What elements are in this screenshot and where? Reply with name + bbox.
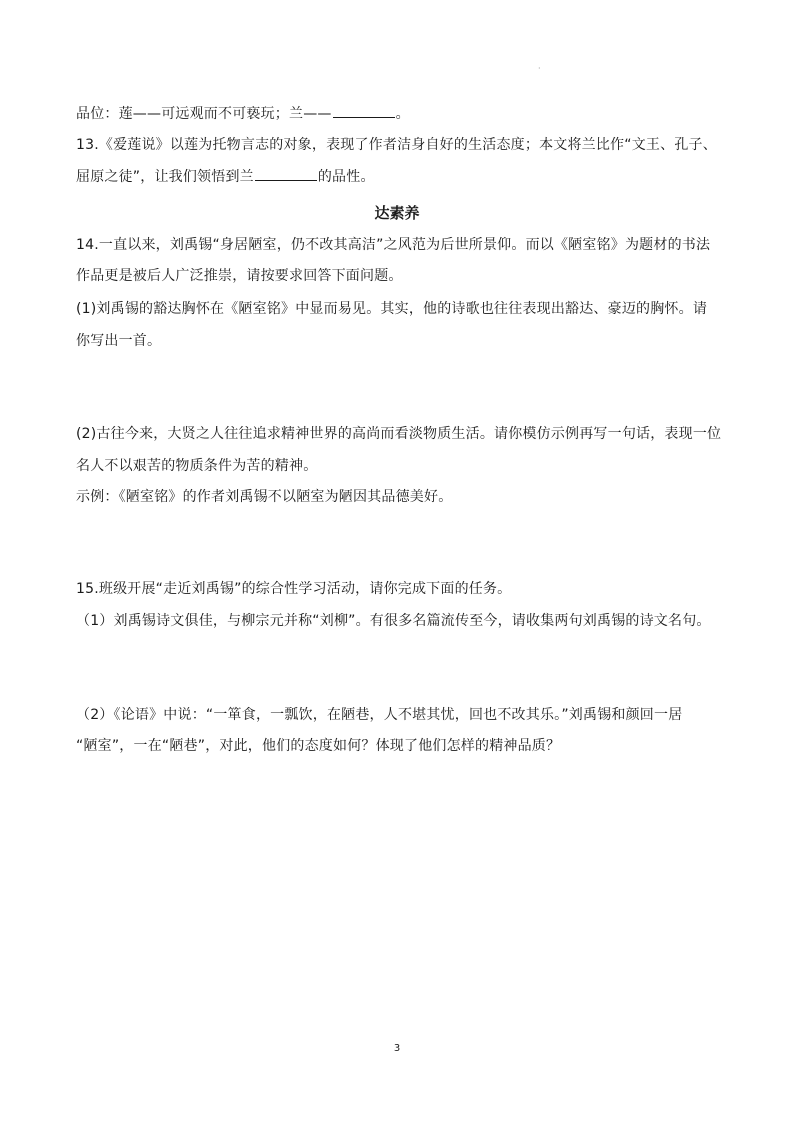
page-number: 3 — [393, 1043, 401, 1054]
q14-line-2: 作品更是被后人广泛推崇，请按要求回答下面问题。 — [76, 268, 403, 284]
q14-line-1: 14.一直以来，刘禹锡“身居陋室，仍不改其高洁”之风范为后世所景仰。而以《陋室铭》为题材的书法 — [76, 237, 711, 253]
section-title: 达素养 — [374, 204, 420, 222]
q14-part2-line-1: (2)古往今来，大贤之人往往追求精神世界的高尚而看淡物质生活。请你模仿示例再写一句话，表现一位 — [76, 426, 722, 442]
q12-lead-text: 品位：莲——可远观而不可亵玩；兰—— — [76, 106, 332, 122]
q15-line-1: 15.班级开展“走近刘禹锡”的综合性学习活动，请你完成下面的任务。 — [76, 581, 512, 597]
q13-line-2 — [76, 166, 375, 186]
q13-lead-text: 屈原之徒”，让我们领悟到兰 — [76, 169, 254, 185]
q14-part1-line-2: 你写出一首。 — [76, 333, 162, 349]
q14-example: 示例：《陋室铭》的作者刘禹锡不以陋室为陋因其品德美好。 — [76, 489, 453, 505]
q14-part2-line-2: 名人不以艰苦的物质条件为苦的精神。 — [76, 458, 318, 474]
q15-part1: （1）刘禹锡诗文俱佳，与柳宗元并称“刘柳”。有很多名篇流传至今，请收集两句刘禹锡的诗文名句。 — [76, 613, 711, 629]
top-mark: · — [538, 64, 541, 73]
answer-blank[interactable] — [333, 103, 395, 118]
q15-part2-line-2: “陋室”，一在“陋巷”，对此，他们的态度如何？体现了他们怎样的精神品质？ — [76, 738, 561, 754]
q12-tail-text: 。 — [395, 106, 410, 122]
q13-tail-text: 的品性。 — [317, 169, 375, 185]
q13-line-1: 13.《爱莲说》以莲为托物言志的对象，表现了作者洁身自好的生活态度；本文将兰比作“文王、孔子、 — [76, 137, 717, 153]
q12-taste-line — [76, 103, 410, 123]
answer-blank[interactable] — [255, 166, 317, 181]
q15-part2-line-1: （2）《论语》中说：“一箪食，一瓢饮，在陋巷，人不堪其忧，回也不改其乐。”刘禹锡和颜回一居 — [76, 707, 683, 723]
q14-part1-line-1: (1)刘禹锡的豁达胸怀在《陋室铭》中显而易见。其实，他的诗歌也往往表现出豁达、豪迈的胸怀。请 — [76, 301, 708, 317]
